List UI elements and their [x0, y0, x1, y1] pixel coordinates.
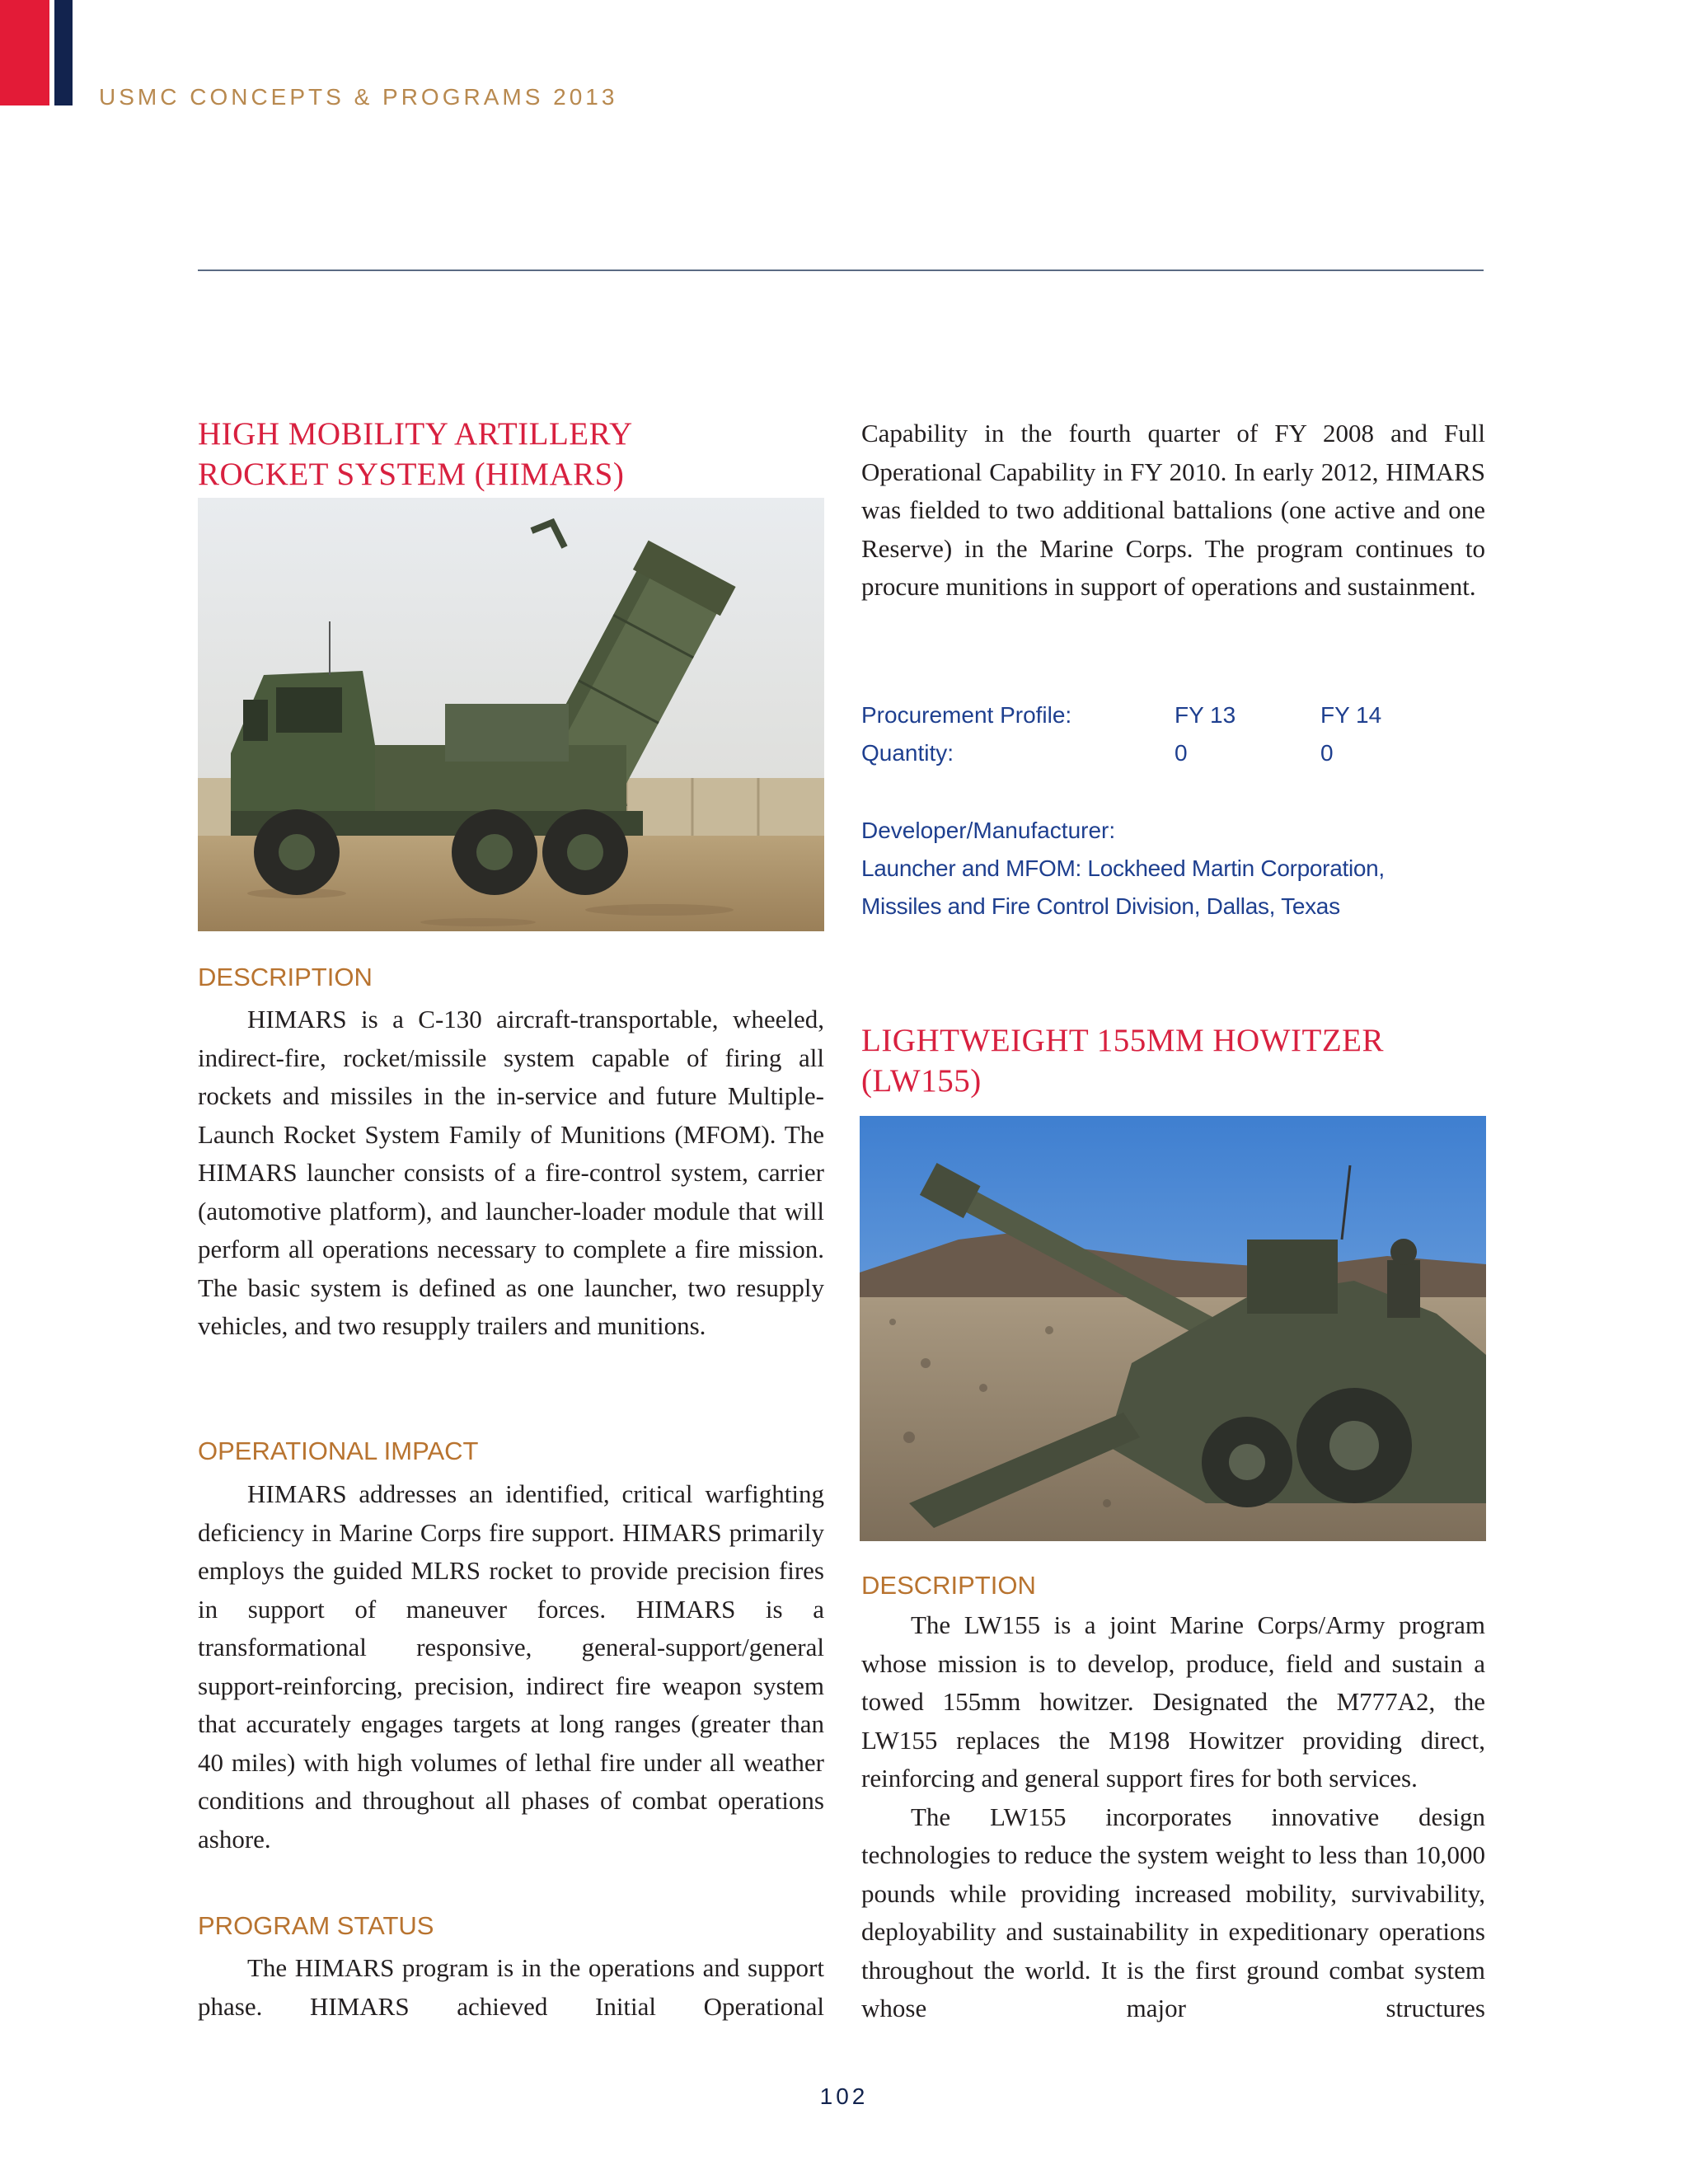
himars-description-wrap: [198, 1001, 824, 1346]
lw155-title-line2: (LW155): [861, 1063, 982, 1099]
procurement-label: Procurement Profile:: [861, 702, 1072, 728]
quantity-fy14: 0: [1320, 740, 1334, 766]
procurement-fy14: FY 14: [1320, 702, 1382, 728]
procurement-quantity-row: [861, 734, 1485, 772]
himars-status-text-part1: The HIMARS program is in the operations and support phase. HIMARS achieved Initial Operational: [198, 1953, 824, 2021]
procurement-header-row: [861, 696, 1485, 734]
himars-impact-heading-wrap: [198, 1436, 824, 1467]
header-navy-tab: [54, 0, 73, 105]
himars-impact-text: HIMARS addresses an identified, critical warfighting deficiency in Marine Corps fire support. HIMARS primarily employs the guided MLRS rocket to provide precision fires in support of maneuver forces. HIMARS is a transformational responsive, general-support/general support-reinforcing, precision, indirect fire weapon system that accurately engages targets at long ranges (greater than 40 miles) with high volumes of lethal fire under all weather conditions and throughout all phases of combat operations ashore.: [198, 1479, 824, 1854]
himars-title: [198, 414, 824, 494]
himars-description-heading: DESCRIPTION: [198, 963, 373, 991]
developer-line2: Missiles and Fire Control Division, Dallas, Texas: [861, 893, 1340, 919]
himars-description-heading-wrap: [198, 962, 824, 993]
himars-photo: [198, 498, 824, 931]
himars-title-line1: HIGH MOBILITY ARTILLERY: [198, 416, 633, 452]
quantity-label: Quantity:: [861, 740, 954, 766]
himars-title-line2: ROCKET SYSTEM (HIMARS): [198, 457, 625, 492]
lw155-description-wrap: [861, 1606, 1485, 2028]
lw155-title: [861, 1020, 1485, 1101]
himars-status-text-part2: Capability in the fourth quarter of FY 2008 and Full Operational Capability in FY 2010. In early 2012, HIMARS was fielded to two additional battalions (one active and one Reserve) in the Marine Corps. The program continues to procure munitions in support of operations and sustainment.: [861, 419, 1485, 601]
lw155-title-line1: LIGHTWEIGHT 155MM HOWITZER: [861, 1023, 1384, 1058]
himars-status-wrap: [198, 1949, 824, 2026]
running-head: USMC CONCEPTS & PROGRAMS 2013: [99, 84, 618, 110]
himars-status-heading: PROGRAM STATUS: [198, 1911, 434, 1940]
lw155-description-heading: DESCRIPTION: [861, 1571, 1036, 1600]
page-number: 102: [819, 2083, 869, 2109]
procurement-fy13: FY 13: [1175, 702, 1236, 728]
himars-status-heading-wrap: [198, 1910, 824, 1942]
lw155-description-p1: The LW155 is a joint Marine Corps/Army program whose mission is to develop, produce, field and sustain a towed 155mm howitzer. Designated the M777A2, the LW155 replaces the M198 Howitzer providing direct, reinforcing and general support fires for both services.: [861, 1610, 1485, 1793]
himars-impact-wrap: [198, 1475, 824, 1858]
quantity-fy13: 0: [1175, 740, 1188, 766]
himars-status-continued-wrap: [861, 415, 1485, 607]
lw155-description-heading-wrap: [861, 1570, 1485, 1601]
procurement-profile-table: [861, 696, 1485, 772]
header-red-tab: [0, 0, 49, 105]
lw155-description-p2: The LW155 incorporates innovative design technologies to reduce the system weight to less than 10,000 pounds while providing increased mobility, survivability, deployability and sustainability in expeditionary operations throughout the world. It is the first ground combat system whose major structures: [861, 1802, 1485, 2022]
lw155-photo: [860, 1116, 1486, 1541]
developer-block: [861, 812, 1485, 926]
developer-line1: Launcher and MFOM: Lockheed Martin Corporation,: [861, 855, 1385, 881]
himars-impact-heading: OPERATIONAL IMPACT: [198, 1436, 479, 1465]
himars-description-text: HIMARS is a C-130 aircraft-transportable, wheeled, indirect-fire, rocket/missile system capable of firing all rockets and missiles in the in-service and future Multiple-Launch Rocket System Family of Munitions (MFOM). The HIMARS launcher consists of a fire-control system, carrier (automotive platform), and launcher-loader module that will perform all operations necessary to complete a fire mission. The basic system is defined as one launcher, two resupply vehicles, and two resupply trailers and munitions.: [198, 1005, 824, 1340]
developer-heading: Developer/Manufacturer:: [861, 818, 1116, 843]
top-rule: [198, 269, 1484, 271]
